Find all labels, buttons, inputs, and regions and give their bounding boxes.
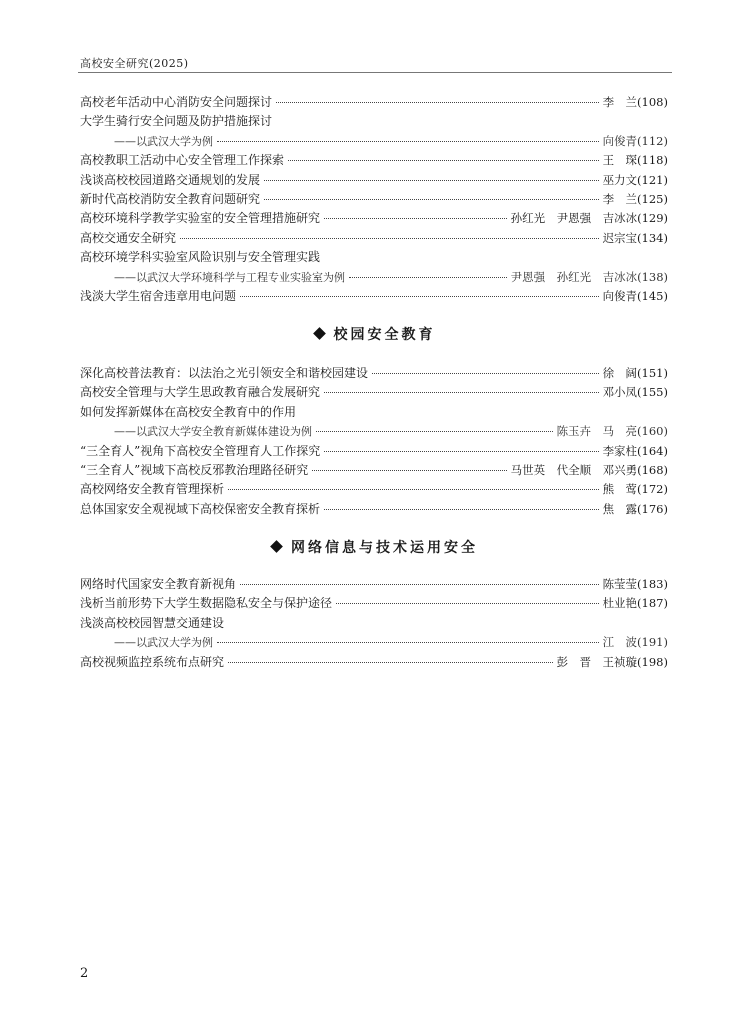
toc-entry-author-page: 焦 露(176) xyxy=(602,501,668,516)
toc-entry-title: 浅淡高校校园智慧交通建设 xyxy=(80,615,225,630)
toc-entry-title: 浅淡大学生宿舍违章用电问题 xyxy=(80,288,237,303)
toc-group-1 xyxy=(80,93,668,306)
toc-entry xyxy=(80,248,668,267)
toc-section-3 xyxy=(80,575,668,672)
toc-entry-title: 高校安全管理与大学生思政教育融合发展研究 xyxy=(80,385,321,400)
dot-leader xyxy=(324,218,507,219)
section-heading-network-info-security xyxy=(0,537,750,557)
toc-entry xyxy=(80,190,668,209)
toc-entry-title: 总体国家安全观视域下高校保密安全教育探析 xyxy=(80,501,321,516)
dot-leader xyxy=(324,509,599,510)
dot-leader xyxy=(324,392,599,393)
dot-leader xyxy=(228,489,599,490)
toc-entry-author-page: 李 兰(108) xyxy=(602,95,668,109)
dot-leader xyxy=(217,141,599,142)
toc-entry xyxy=(80,403,668,422)
toc-subtitle-row xyxy=(80,268,668,287)
toc-entry xyxy=(80,112,668,131)
toc-entry-author-page: 杜业艳(187) xyxy=(602,596,668,611)
dot-leader xyxy=(217,642,599,643)
diamond-bullet-icon xyxy=(313,327,326,340)
toc-entry-author-page: 陈玉卉 马 亮(160) xyxy=(556,424,668,439)
toc-entry-title: 深化高校普法教育：以法治之光引领安全和谐校园建设 xyxy=(80,366,369,380)
dot-leader xyxy=(288,160,599,161)
dot-leader xyxy=(316,431,553,432)
toc-entry xyxy=(80,442,668,461)
toc-entry xyxy=(80,461,668,480)
toc-entry-title: 高校视频监控系统布点研究 xyxy=(80,654,225,669)
toc-entry-title: 高校网络安全教育管理探析 xyxy=(80,482,225,497)
toc-entry-title: 浅析当前形势下大学生数据隐私安全与保护途径 xyxy=(80,596,333,611)
toc-entry-title: 高校老年活动中心消防安全问题探讨 xyxy=(80,95,273,109)
dot-leader xyxy=(372,373,599,374)
toc-subtitle-row xyxy=(80,132,668,151)
toc-subtitle: ——以武汉大学为例 xyxy=(114,636,213,650)
toc-entry-title: 网络时代国家安全教育新视角 xyxy=(80,577,237,591)
toc-entry-author-page: 李家柱(164) xyxy=(602,443,668,458)
toc-entry-author-page: 向俊青(112) xyxy=(602,133,668,148)
toc-entry-title: 高校环境科学教学实验室的安全管理措施研究 xyxy=(80,211,321,226)
toc-entry-author-page: 彭 晋 王祯璇(198) xyxy=(556,654,668,669)
toc-entry-title: 新时代高校消防安全教育问题研究 xyxy=(80,191,261,206)
toc-subtitle-row xyxy=(80,633,668,652)
dot-leader xyxy=(324,451,598,452)
section-heading-text: 网络信息与技术运用安全 xyxy=(291,540,478,556)
dot-leader xyxy=(228,662,553,663)
toc-entry-title: 浅谈高校校园道路交通规划的发展 xyxy=(80,172,261,187)
dot-leader xyxy=(180,238,599,239)
toc-subtitle: ——以武汉大学安全教育新媒体建设为例 xyxy=(114,425,312,439)
toc-entry-author-page: 熊 莺(172) xyxy=(602,482,668,497)
running-header: 高校安全研究(2025) xyxy=(80,57,189,70)
section-heading-text: 校园安全教育 xyxy=(333,327,436,343)
header-rule xyxy=(78,72,672,73)
toc-entry xyxy=(80,594,668,613)
toc-entry-author-page: 江 波(191) xyxy=(602,635,668,650)
page-number: 2 xyxy=(80,966,89,981)
toc-entry-author-page: 迟宗宝(134) xyxy=(602,230,668,245)
toc-subtitle-row xyxy=(80,422,668,441)
toc-entry xyxy=(80,209,668,228)
toc-entry xyxy=(80,383,668,402)
toc-entry-author-page: 孙红光 尹恩强 吉冰冰(129) xyxy=(510,211,668,226)
toc-entry xyxy=(80,614,668,633)
toc-entry xyxy=(80,500,668,519)
dot-leader xyxy=(240,584,599,585)
toc-entry-title: 高校教职工活动中心安全管理工作探索 xyxy=(80,153,285,168)
toc-entry-author-page: 邓小凤(155) xyxy=(602,385,668,400)
toc-entry-author-page: 王 琛(118) xyxy=(602,153,668,168)
toc-subtitle: ——以武汉大学环境科学与工程专业实验室为例 xyxy=(114,270,345,284)
section-heading-campus-safety-education xyxy=(0,324,750,344)
toc-entry xyxy=(80,480,668,499)
toc-entry-author-page: 李 兰(125) xyxy=(602,191,668,206)
toc-entry xyxy=(80,653,668,672)
toc-entry-title: “三全育人”视角下高校安全管理育人工作探究 xyxy=(80,443,321,458)
toc-entry-author-page: 徐 阔(151) xyxy=(602,366,668,380)
toc-entry xyxy=(80,171,668,190)
toc-entry xyxy=(80,364,668,383)
dot-leader xyxy=(276,102,599,103)
toc-entry xyxy=(80,287,668,306)
toc-entry xyxy=(80,93,668,112)
toc-entry-author-page: 陈莹莹(183) xyxy=(602,577,668,591)
diamond-bullet-icon xyxy=(270,540,283,553)
dot-leader xyxy=(336,603,599,604)
toc-entry-author-page: 向俊青(145) xyxy=(602,288,668,303)
toc-entry xyxy=(80,151,668,170)
dot-leader xyxy=(264,199,599,200)
toc-entry-title: 高校交通安全研究 xyxy=(80,230,177,245)
dot-leader xyxy=(349,277,507,278)
toc-subtitle: ——以武汉大学为例 xyxy=(114,134,213,148)
toc-entry-title: 大学生骑行安全问题及防护措施探讨 xyxy=(80,114,273,129)
dot-leader xyxy=(312,470,506,471)
toc-entry-title: “三全育人”视域下高校反邪教治理路径研究 xyxy=(80,462,309,477)
toc-entry xyxy=(80,575,668,594)
toc-entry-author-page: 马世英 代全顺 邓兴勇(168) xyxy=(510,462,668,477)
toc-entry-author-page: 尹恩强 孙红光 吉冰冰(138) xyxy=(510,269,668,284)
toc-entry xyxy=(80,229,668,248)
toc-entry-title: 如何发挥新媒体在高校安全教育中的作用 xyxy=(80,404,297,419)
toc-entry-author-page: 巫力文(121) xyxy=(602,172,668,187)
dot-leader xyxy=(264,180,599,181)
toc-entry-title: 高校环境学科实验室风险识别与安全管理实践 xyxy=(80,250,321,265)
toc-section-2 xyxy=(80,364,668,519)
dot-leader xyxy=(240,296,599,297)
